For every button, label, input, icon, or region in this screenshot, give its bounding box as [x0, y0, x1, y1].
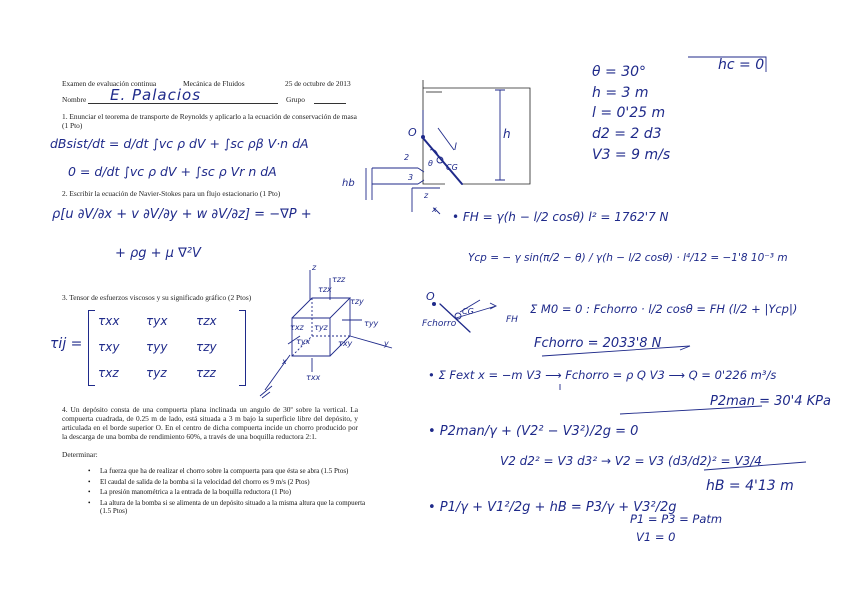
course-title: Mecánica de Fluidos: [183, 79, 245, 88]
fig-label-l: l: [454, 142, 457, 153]
answer-ns-line1: ρ[u ∂V/∂x + v ∂V/∂y + w ∂V/∂z] = −∇P +: [52, 207, 312, 222]
answer-bernoulli-2: • P1/γ + V1²/2g + hB = P3/γ + V3²/2g: [428, 500, 677, 515]
fig-label-3: 3: [408, 173, 414, 182]
fig-label-theta: θ: [428, 159, 433, 168]
question-4-determinar: Determinar:: [62, 450, 98, 459]
data-hc: hc = 0: [718, 57, 765, 73]
data-h: h = 3 m: [592, 85, 649, 101]
name-label: Nombre: [62, 95, 87, 104]
cube-label: τxx: [306, 373, 321, 382]
fbd-label-fh: FH: [506, 315, 518, 325]
answer-fh: • FH = γ(h − l/2 cosθ) l² = 1762'7 N: [452, 210, 669, 224]
fig-label-cg: CG: [446, 163, 458, 172]
cube-label: τzy: [350, 297, 364, 306]
tensor-cell: τzy: [196, 340, 217, 354]
answer-patm: P1 = P3 = Patm: [630, 512, 723, 526]
fbd-label-cg: CG: [462, 307, 474, 316]
data-v: V3 = 9 m/s: [592, 147, 671, 163]
group-label: Grupo: [286, 95, 305, 104]
cube-label: τzx: [318, 285, 332, 294]
answer-rtt-line1: dBsist/dt = d/dt ∫vc ρ dV + ∫sc ρβ V·n dA: [50, 136, 309, 151]
answer-hb: hB = 4'13 m: [706, 478, 794, 494]
cube-label: τyy: [364, 319, 379, 328]
tensor-cell: τxy: [98, 340, 120, 354]
cube-label: z: [312, 263, 317, 272]
tensor-cell: τzx: [196, 314, 217, 328]
tensor-cell: τyy: [146, 340, 168, 354]
question-1: 1. Enunciar el teorema de transporte de Reynolds y aplicarlo a la ecuación de conservación de masa (1 Pto): [62, 112, 357, 130]
answer-continuity: V2 d2² = V3 d3² → V2 = V3 (d3/d2)² = V3/4: [500, 454, 762, 468]
fig-label-2: 2: [404, 153, 410, 162]
fbd-label-o: O: [426, 290, 435, 303]
question-4: 4. Un depósito consta de una compuerta plana inclinada un angulo de 30º sobre la vertical. La compuerta cuadrada, de 0.25 m de lado, está situada a 3 m bajo la superficie libre del depósito, y articulada en el borde superior O. En el centro de dicha compuerta incide un chorro producido por la descarga de una bomba de rendimiento 60%, a través de una boquilla reductora 2:1.: [62, 405, 358, 441]
tensor-cell: τzz: [196, 366, 216, 380]
answer-tensor-lhs: τij =: [50, 336, 83, 352]
tensor-cell: τxz: [98, 366, 119, 380]
list-item: • La presión manométrica a la entrada de la boquilla reductora (1 Pto): [88, 488, 370, 497]
tank-diagram: [366, 80, 530, 214]
answer-ns-line2: + ρg + μ ∇²V: [115, 246, 201, 261]
fig-label-x: x: [432, 205, 437, 214]
cube-label: τxz: [290, 323, 304, 332]
cube-label: y: [384, 339, 389, 348]
list-item: • El caudal de salida de la bomba si la velocidad del chorro es 9 m/s (2 Ptos): [88, 478, 370, 487]
list-item: • La fuerza que ha de realizar el chorro sobre la compuerta para que ésta se abra (1.5 Ptos): [88, 467, 370, 476]
answer-moment: Σ M0 = 0 : Fchorro · l/2 cosθ = FH (l/2 + |Ycp|): [530, 302, 798, 316]
cube-label: τyx: [296, 337, 311, 346]
tensor-cell: τyz: [146, 366, 167, 380]
fbd-label-fchorro: Fchorro: [422, 319, 457, 329]
cube-label: x: [282, 357, 287, 366]
tensor-cell: τxx: [98, 314, 120, 328]
exam-title: Examen de evaluación continua: [62, 79, 157, 88]
exam-date: 25 de octubre de 2013: [285, 79, 351, 88]
cube-label: τyz: [314, 323, 328, 332]
answer-v1: V1 = 0: [636, 530, 676, 544]
data-theta: θ = 30°: [592, 64, 647, 80]
fig-label-hb: hb: [342, 178, 355, 189]
question-3: 3. Tensor de esfuerzos viscosos y su significado gráfico (2 Ptos): [62, 293, 252, 302]
list-item: • La altura de la bomba si se alimenta de un depósito situado a la misma altura que la compuerta (1.5 Ptos): [88, 499, 370, 516]
student-name: E. Palacios: [110, 86, 202, 104]
tensor-cell: τyx: [146, 314, 168, 328]
fig-label-o: O: [408, 126, 417, 139]
answer-bernoulli-1: • P2man/γ + (V2² − V3²)/2g = 0: [428, 424, 639, 439]
question-2: 2. Escribir la ecuación de Navier-Stokes para un flujo estacionario (1 Pto): [62, 189, 281, 198]
data-l: l = 0'25 m: [592, 105, 666, 121]
answer-rtt-line2: 0 = d/dt ∫vc ρ dV + ∫sc ρ Vr n dA: [68, 164, 277, 179]
answer-ycp: Ycp = − γ sin(π/2 − θ) / γ(h − l/2 cosθ) · l⁴/12 = −1'8 10⁻³ m: [468, 252, 788, 264]
fig-label-z: z: [424, 191, 429, 200]
cube-label: τzz: [332, 275, 346, 284]
answer-momentum: • Σ Fext x = −m V3 ⟶ Fchorro = ρ Q V3 ⟶ Q = 0'226 m³/s: [428, 368, 777, 382]
answer-p2: P2man = 30'4 KPa: [710, 394, 831, 409]
data-d: d2 = 2 d3: [592, 126, 662, 142]
fig-label-h: h: [503, 127, 511, 141]
answer-fchorro: Fchorro = 2033'8 N: [534, 336, 662, 351]
cube-label: τxy: [338, 339, 353, 348]
